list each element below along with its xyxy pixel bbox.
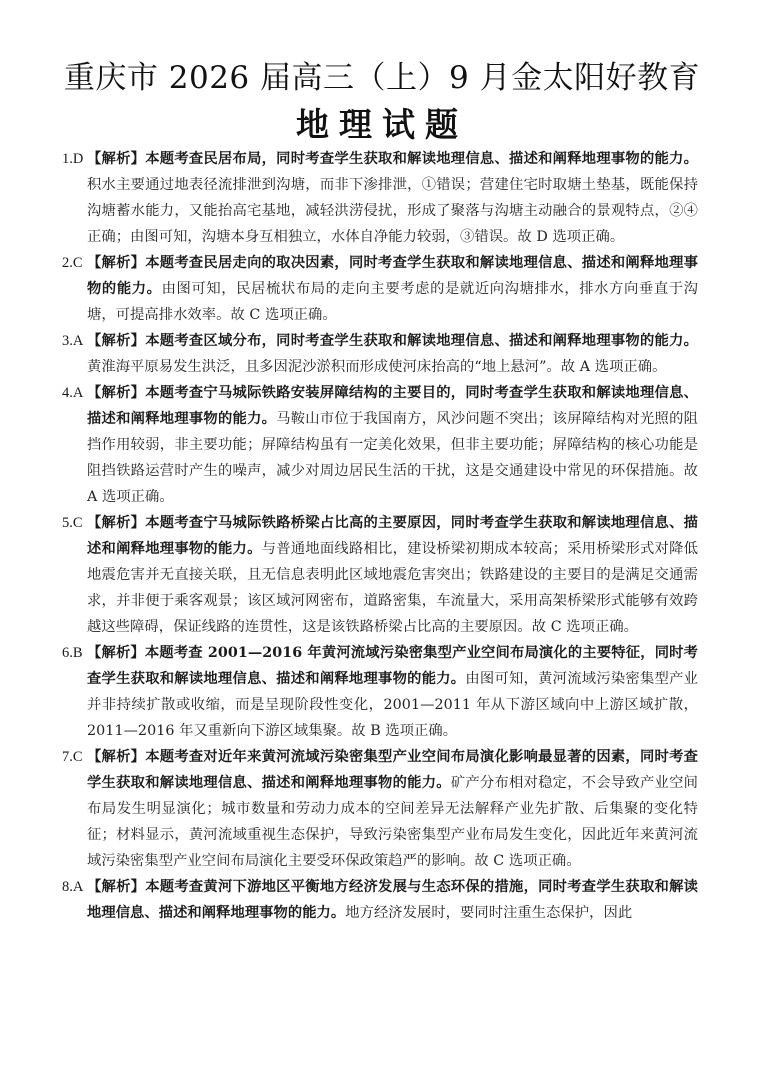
answer-item: [62, 640, 698, 744]
question-number: 6.B: [62, 645, 83, 661]
explanation-lead: 【解析】本题考查 2001—2016 年黄河流域污染密集型产业空间布局演化的主要特征，同时考查学生获取和解读地理信息、描述和阐释地理事物的能力。: [87, 645, 698, 687]
answer-explanation: [87, 744, 698, 874]
question-number: 3.A: [62, 333, 84, 349]
explanation-lead: 【解析】本题考查民居布局，同时考查学生获取和解读地理信息、描述和阐释地理事物的能力。: [87, 151, 698, 167]
explanation-body: 积水主要通过地表径流排泄到沟塘，而非下渗排泄，①错误；营建住宅时取塘土垫基，既能保持沟塘蓄水能力，又能抬高宅基地，减轻洪涝侵扰，形成了聚落与沟塘主动融合的景观特点，②④正确；由图可知，沟塘本身互相独立，水体自净能力较弱，③错误。故 D 选项正确。: [87, 177, 698, 245]
answer-explanation: [87, 380, 698, 510]
explanation-body: 马鞍山市位于我国南方，风沙问题不突出；该屏障结构对光照的阻挡作用较弱，非主要功能；屏障结构虽有一定美化效果，但非主要功能；屏障结构的核心功能是阻挡铁路运营时产生的噪声，减少对周边居民生活的干扰，这是交通建设中常见的环保措施。故 A 选项正确。: [87, 411, 698, 505]
explanation-lead: 【解析】本题考查民居走向的取决因素，同时考查学生获取和解读地理信息、描述和阐释地理事物的能力。: [87, 255, 698, 297]
explanation-body: 由图可知，民居梳状布局的走向主要考虑的是就近向沟塘排水，排水方向垂直于沟塘，可提高排水效率。故 C 选项正确。: [87, 281, 699, 323]
explanation-lead: 【解析】本题考查区域分布，同时考查学生获取和解读地理信息、描述和阐释地理事物的能力。: [87, 333, 698, 349]
question-number: 8.A: [62, 879, 84, 895]
answer-item: [62, 874, 698, 926]
question-number: 4.A: [62, 385, 84, 401]
answer-item: [62, 250, 698, 328]
answer-item: [62, 328, 698, 380]
answer-explanation: [87, 250, 698, 328]
explanation-lead: 【解析】本题考查黄河下游地区平衡地方经济发展与生态环保的措施，同时考查学生获取和解读地理信息、描述和阐释地理事物的能力。: [87, 879, 698, 921]
explanation-body: 地方经济发展时，要同时注重生态保护，因此: [345, 905, 633, 921]
answer-item: [62, 380, 698, 510]
question-number: 2.C: [62, 255, 83, 271]
question-number: 7.C: [62, 749, 83, 765]
explanation-body: 矿产分布相对稳定，不会导致产业空间布局发生明显演化；城市数量和劳动力成本的空间差异无法解释产业先扩散、后集聚的变化特征；材料显示，黄河流域重视生态保护，导致污染密集型产业布局发生变化，因此近年来黄河流域污染密集型产业空间布局演化主要受环保政策趋严的影响。故 C 选项正确。: [87, 775, 698, 869]
question-number: 1.D: [62, 151, 84, 167]
answer-explanation: [87, 640, 698, 744]
explanation-lead: 【解析】本题考查宁马城际铁路安装屏障结构的主要目的，同时考查学生获取和解读地理信息、描述和阐释地理事物的能力。: [87, 385, 698, 427]
answer-item: [62, 146, 698, 250]
answer-item: [62, 510, 698, 640]
answer-explanation: [87, 510, 698, 640]
explanation-body: 黄淮海平原易发生洪泛，且多因泥沙淤积而形成使河床抬高的“地上悬河”。故 A 选项正确。: [87, 359, 667, 375]
answer-explanation: [87, 146, 698, 250]
subject-title: 地理试题: [296, 105, 468, 144]
answer-list: [62, 146, 698, 926]
explanation-lead: 【解析】本题考查对近年来黄河流域污染密集型产业空间布局演化影响最显著的因素，同时考查学生获取和解读地理信息、描述和阐释地理事物的能力。: [87, 749, 698, 791]
answer-explanation: [87, 328, 698, 380]
explanation-body: 由图可知，黄河流域污染密集型产业并非持续扩散或收缩，而是呈现阶段性变化，2001—2011 年从下游区域向中上游区域扩散，2011—2016 年又重新向下游区域集聚。故 B 选项正确。: [87, 671, 698, 739]
explanation-body: 与普通地面线路相比，建设桥梁初期成本较高；采用桥梁形式对降低地震危害并无直接关联，且无信息表明此区域地震危害突出；铁路建设的主要目的是满足交通需求，并非便于乘客观景；该区域河网密布，道路密集，车流量大，采用高架桥梁形式能够有效跨越这些障碍，保证线路的连贯性，这是该铁路桥梁占比高的主要原因。故 C 选项正确。: [87, 541, 699, 635]
explanation-lead: 【解析】本题考查宁马城际铁路桥梁占比高的主要原因，同时考查学生获取和解读地理信息、描述和阐释地理事物的能力。: [87, 515, 698, 557]
answer-item: [62, 744, 698, 874]
question-number: 5.C: [62, 515, 83, 531]
document-title: 重庆市 2026 届高三（上）9 月金太阳好教育: [63, 60, 701, 96]
answer-explanation: [87, 874, 698, 926]
